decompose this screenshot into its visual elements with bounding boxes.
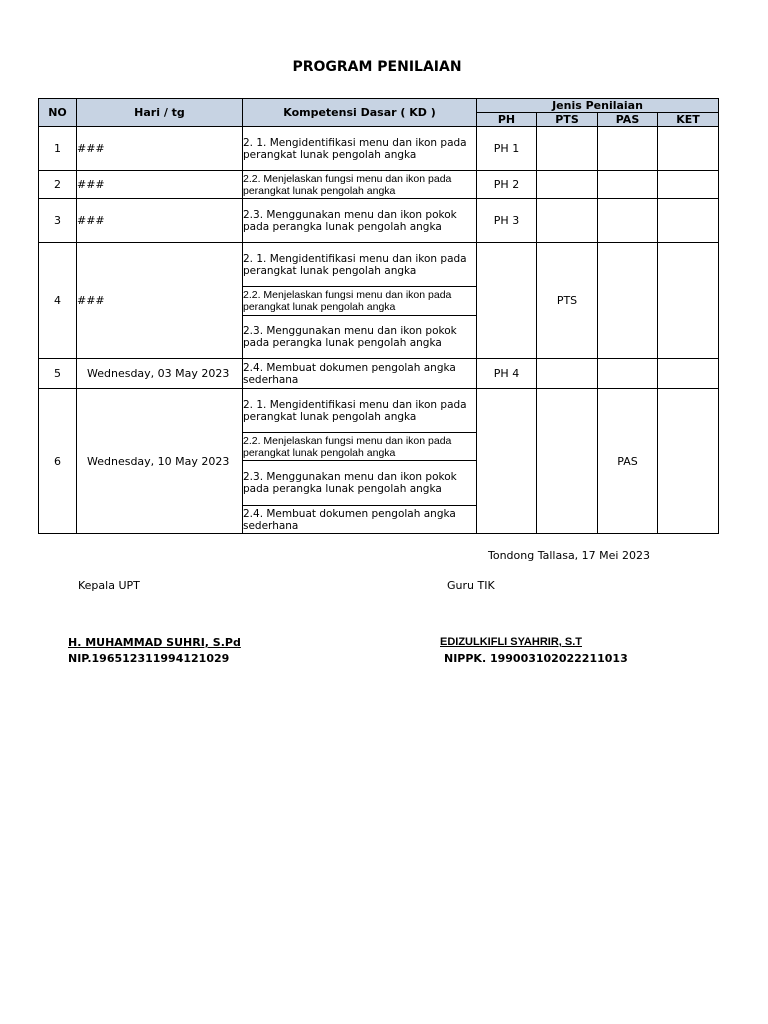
row-kd: 2. 1. Mengidentifikasi menu dan ikon pada perangkat lunak pengolah angka (243, 389, 477, 433)
row-ph: PH 2 (477, 171, 537, 199)
table-row (39, 243, 719, 287)
row-ket (658, 359, 719, 389)
header-ket: KET (658, 113, 719, 127)
right-signer-name: EDIZULKIFLI SYAHRIR, S.T (440, 636, 582, 648)
row-pts (537, 359, 598, 389)
row-hari: Wednesday, 03 May 2023 (77, 359, 243, 389)
table-row (39, 171, 719, 199)
place-date: Tondong Tallasa, 17 Mei 2023 (488, 549, 650, 562)
row-hari: ### (77, 199, 243, 243)
row-no: 4 (39, 243, 77, 359)
assessment-table (38, 98, 719, 534)
page-title: PROGRAM PENILAIAN (292, 59, 462, 75)
header-ph: PH (477, 113, 537, 127)
row-hari: ### (77, 243, 243, 359)
row-pas (598, 359, 658, 389)
table-row (39, 389, 719, 433)
row-kd: 2.4. Membuat dokumen pengolah angka sederhana (243, 359, 477, 389)
row-pas: PAS (598, 389, 658, 534)
row-kd: 2.2. Menjelaskan fungsi menu dan ikon pada perangkat lunak pengolah angka (243, 287, 477, 316)
row-no: 2 (39, 171, 77, 199)
row-ket (658, 389, 719, 534)
row-kd: 2. 1. Mengidentifikasi menu dan ikon pada perangkat lunak pengolah angka (243, 127, 477, 171)
header-pts: PTS (537, 113, 598, 127)
row-pas (598, 171, 658, 199)
row-kd: 2. 1. Mengidentifikasi menu dan ikon pada perangkat lunak pengolah angka (243, 243, 477, 287)
header-hari: Hari / tg (77, 99, 243, 127)
row-no: 5 (39, 359, 77, 389)
left-signer-role: Kepala UPT (78, 579, 140, 592)
row-ket (658, 127, 719, 171)
row-pts: PTS (537, 243, 598, 359)
table-row (39, 359, 719, 389)
left-signer-nip: NIP.196512311994121029 (68, 652, 230, 665)
table-row (39, 199, 719, 243)
row-ket (658, 243, 719, 359)
header-no: NO (39, 99, 77, 127)
table-row (39, 127, 719, 171)
row-hari: ### (77, 171, 243, 199)
row-kd: 2.2. Menjelaskan fungsi menu dan ikon pada perangkat lunak pengolah angka (243, 171, 477, 199)
row-ph: PH 4 (477, 359, 537, 389)
row-ket (658, 199, 719, 243)
header-pas: PAS (598, 113, 658, 127)
row-pts (537, 199, 598, 243)
row-ket (658, 171, 719, 199)
row-ph: PH 1 (477, 127, 537, 171)
row-pas (598, 243, 658, 359)
header-kd: Kompetensi Dasar ( KD ) (243, 99, 477, 127)
row-no: 1 (39, 127, 77, 171)
right-signer-role: Guru TIK (447, 579, 495, 592)
row-pas (598, 199, 658, 243)
row-ph (477, 389, 537, 534)
right-signer-nippk: NIPPK. 199003102022211013 (444, 652, 628, 665)
row-pts (537, 171, 598, 199)
row-no: 6 (39, 389, 77, 534)
row-pts (537, 127, 598, 171)
row-kd: 2.2. Menjelaskan fungsi menu dan ikon pada perangkat lunak pengolah angka (243, 433, 477, 461)
row-pas (598, 127, 658, 171)
row-kd: 2.4. Membuat dokumen pengolah angka sederhana (243, 506, 477, 534)
row-ph: PH 3 (477, 199, 537, 243)
row-ph (477, 243, 537, 359)
row-no: 3 (39, 199, 77, 243)
row-kd: 2.3. Menggunakan menu dan ikon pokok pada perangka lunak pengolah angka (243, 316, 477, 359)
row-hari: ### (77, 127, 243, 171)
row-pts (537, 389, 598, 534)
row-kd: 2.3. Menggunakan menu dan ikon pokok pada perangka lunak pengolah angka (243, 461, 477, 506)
left-signer-name: H. MUHAMMAD SUHRI, S.Pd (68, 636, 241, 649)
row-kd: 2.3. Menggunakan menu dan ikon pokok pada perangka lunak pengolah angka (243, 199, 477, 243)
header-jenis-penilaian: Jenis Penilaian (477, 99, 719, 113)
row-hari: Wednesday, 10 May 2023 (77, 389, 243, 534)
